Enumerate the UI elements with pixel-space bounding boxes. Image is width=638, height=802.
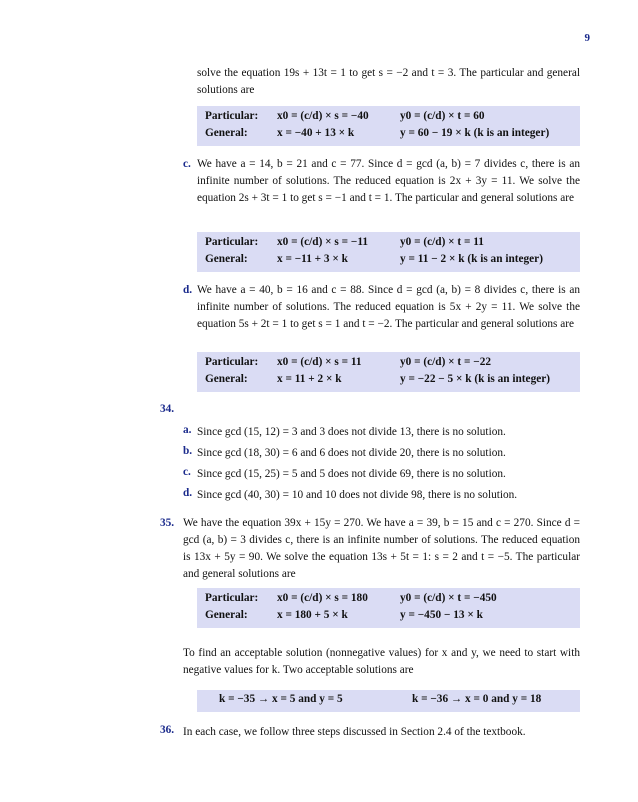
general-label: General: <box>205 609 248 621</box>
q34-item-c-label: c. <box>183 466 191 478</box>
particular-label: Particular: <box>205 110 259 122</box>
particular-y: y0 = (c/d) × t = 60 <box>400 110 485 122</box>
general-x: x = 11 + 2 × k <box>277 373 342 385</box>
solution-box-5 <box>197 690 580 712</box>
general-y: y = 60 − 19 × k (k is an integer) <box>400 127 550 139</box>
general-label: General: <box>205 253 248 265</box>
q36-paragraph: In each case, we follow three steps discussed in Section 2.4 of the textbook. <box>183 726 526 738</box>
particular-y: y0 = (c/d) × t = −450 <box>400 592 497 604</box>
particular-x: x0 = (c/d) × s = 180 <box>277 592 368 604</box>
particular-y: y0 = (c/d) × t = −22 <box>400 356 492 368</box>
part-d-paragraph: We have a = 40, b = 16 and c = 88. Since d = gcd (a, b) = 8 divides c, there is an infinite number of solutions. The reduced equation is 5x + 2y = 11. We solve the equation 5s + 2t = 1 to get s = 1 and t = −2. The particular and general solutions are <box>197 284 580 330</box>
particular-y: y0 = (c/d) × t = 11 <box>400 236 484 248</box>
solution-box-4 <box>197 588 580 628</box>
q34-item-b-label: b. <box>183 445 193 457</box>
q34-item-a-label: a. <box>183 424 192 436</box>
solution-box-2 <box>197 232 580 272</box>
general-y: y = −450 − 13 × k <box>400 609 483 621</box>
part-c-label: c. <box>183 158 191 170</box>
particular-x: x0 = (c/d) × s = −40 <box>277 110 369 122</box>
general-label: General: <box>205 373 248 385</box>
acceptable-paragraph: To find an acceptable solution (nonnegative values) for x and y, we need to start with negative values for k. Two acceptable solutions are <box>183 647 580 676</box>
question-34-number: 34. <box>160 403 175 415</box>
general-x: x = 180 + 5 × k <box>277 609 348 621</box>
particular-label: Particular: <box>205 592 259 604</box>
q34-item-a-text: Since gcd (15, 12) = 3 and 3 does not divide 13, there is no solution. <box>197 426 506 438</box>
acceptable-solution-1: k = −35 → x = 5 and y = 5 <box>219 693 343 705</box>
particular-label: Particular: <box>205 356 259 368</box>
part-c-paragraph: We have a = 14, b = 21 and c = 77. Since d = gcd (a, b) = 7 divides c, there is an infinite number of solutions. The reduced equation is 2x + 3y = 11. We solve the equation 2s + 3t = 1 to get s = −1 and t = 1. The particular and general solutions are <box>197 158 580 204</box>
q34-item-b-text: Since gcd (18, 30) = 6 and 6 does not divide 20, there is no solution. <box>197 447 506 459</box>
general-x: x = −11 + 3 × k <box>277 253 348 265</box>
general-y: y = −22 − 5 × k (k is an integer) <box>400 373 551 385</box>
particular-x: x0 = (c/d) × s = 11 <box>277 356 362 368</box>
general-label: General: <box>205 127 248 139</box>
q34-item-d-text: Since gcd (40, 30) = 10 and 10 does not divide 98, there is no solution. <box>197 489 518 501</box>
q34-item-c-text: Since gcd (15, 25) = 5 and 5 does not divide 69, there is no solution. <box>197 468 506 480</box>
question-36-number: 36. <box>160 724 175 736</box>
page-number: 9 <box>584 32 590 44</box>
part-d-label: d. <box>183 284 193 296</box>
acceptable-solution-2: k = −36 → x = 0 and y = 18 <box>412 693 542 705</box>
solution-box-3 <box>197 352 580 392</box>
particular-x: x0 = (c/d) × s = −11 <box>277 236 369 248</box>
solution-box-1 <box>197 106 580 146</box>
general-x: x = −40 + 13 × k <box>277 127 355 139</box>
q34-item-d-label: d. <box>183 487 193 499</box>
intro-paragraph: solve the equation 19s + 13t = 1 to get s = −2 and t = 3. The particular and general solutions are <box>197 67 580 96</box>
q35-paragraph: We have the equation 39x + 15y = 270. We have a = 39, b = 15 and c = 270. Since d = gcd (a, b) = 3 divides c, there is an infinite number of solutions. The reduced equation is 13x + 5y = 90. We solve the equation 13s + 5t = 1: s = 2 and t = −5. The particular and general solutions are <box>183 517 580 580</box>
general-y: y = 11 − 2 × k (k is an integer) <box>400 253 543 265</box>
particular-label: Particular: <box>205 236 259 248</box>
question-35-number: 35. <box>160 517 175 529</box>
